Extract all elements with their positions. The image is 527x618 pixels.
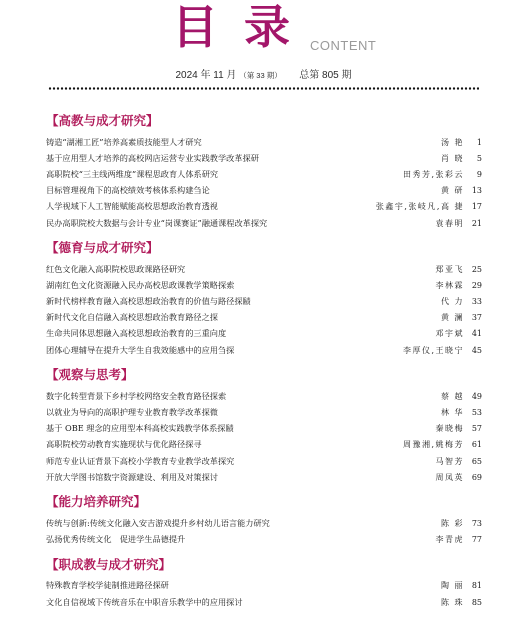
- entry-page: 9: [476, 169, 482, 179]
- entry-page: 49: [471, 391, 482, 401]
- entry-title: 新时代文化自信融入高校思想政治教育路径之探: [46, 312, 218, 323]
- toc-entry[interactable]: [46, 134, 482, 150]
- entry-author: 黄 澜: [440, 313, 464, 323]
- header: [0, 0, 527, 90]
- toc-entry[interactable]: [46, 421, 482, 437]
- table-of-contents: [46, 112, 482, 618]
- entry-title: 基于 OBE 理念的应用型本科高校实践教学体系探赜: [46, 423, 234, 434]
- toc-entry[interactable]: [46, 150, 482, 166]
- toc-entry[interactable]: [46, 437, 482, 453]
- entry-page: 5: [476, 153, 482, 163]
- section-moral-education: [46, 239, 482, 358]
- entry-title: 民办高职院校大数据与会计专业“岗课赛证”融通课程改革探究: [46, 217, 268, 228]
- entry-title: 铸造“湖湘工匠”培养高素质技能型人才研究: [46, 136, 202, 147]
- section-observation: [46, 366, 482, 485]
- entry-author: 张鑫宇,张岐凡,高 捷: [375, 202, 464, 212]
- toc-entry[interactable]: [46, 532, 482, 548]
- toc-entry[interactable]: [46, 310, 482, 326]
- entry-page: 17: [471, 202, 482, 212]
- entry-author: 李青虎: [435, 535, 464, 545]
- entry-title: 人学视域下人工智能赋能高校思想政治教育透视: [46, 201, 218, 212]
- entry-title: 高职院校劳动教育实施现状与优化路径探寻: [46, 439, 202, 450]
- issue-number: （第 33 期）: [239, 71, 282, 80]
- entry-title: 生命共同体思想融入高校思想政治教育的三重向度: [46, 328, 227, 339]
- entry-page: 57: [471, 424, 482, 434]
- entry-author: 代 力: [440, 297, 464, 307]
- toc-entry[interactable]: [46, 594, 482, 610]
- entry-title: 湖南红色文化资源融入民办高校思政课教学策略探索: [46, 279, 235, 290]
- toc-entry[interactable]: [46, 342, 482, 358]
- entry-author: 田秀芳,张彩云: [402, 169, 464, 179]
- entry-author: 邓宇斌: [435, 329, 464, 339]
- entry-title: 特殊教育学校学徒制推进路径探研: [46, 580, 169, 591]
- entry-title: 文化自信视域下传统音乐在中职音乐教学中的应用探讨: [46, 596, 243, 607]
- entry-title: 师范专业认证背景下高校小学教育专业教学改革探究: [46, 455, 235, 466]
- toc-entry[interactable]: [46, 404, 482, 420]
- entry-author: 蔡 越: [440, 391, 464, 401]
- section-title: 【德育与成才研究】: [46, 241, 159, 256]
- entry-page: 45: [471, 345, 482, 355]
- page-title-english: CONTENT: [310, 38, 377, 53]
- entry-page: 85: [471, 597, 482, 607]
- toc-entry[interactable]: [46, 166, 482, 182]
- section-title: 【能力培养研究】: [46, 495, 147, 510]
- toc-entry[interactable]: [46, 277, 482, 293]
- entry-page: 25: [471, 264, 482, 274]
- section-title: 【职成教与成才研究】: [46, 557, 172, 572]
- entry-page: 37: [471, 313, 482, 323]
- section-vocational-education: [46, 556, 482, 610]
- entry-author: 李林霖: [435, 280, 464, 290]
- entry-author: 黄 研: [440, 186, 464, 196]
- toc-entry[interactable]: [46, 388, 482, 404]
- toc-entry[interactable]: [46, 578, 482, 594]
- entry-author: 陈 彩: [440, 518, 464, 528]
- total-issue: 总第 805 期: [299, 70, 352, 81]
- entry-author: 陈 珠: [440, 597, 464, 607]
- entry-page: 21: [471, 218, 482, 228]
- entry-page: 65: [471, 456, 482, 466]
- entry-page: 29: [471, 280, 482, 290]
- page-title: 目录: [172, 0, 316, 54]
- entry-title: 新时代榜样教育融入高校思想政治教育的价值与路径探赜: [46, 296, 251, 307]
- toc-entry[interactable]: [46, 294, 482, 310]
- toc-entry[interactable]: [46, 199, 482, 215]
- section-higher-education: [46, 112, 482, 231]
- entry-author: 秦晓梅: [435, 424, 464, 434]
- toc-entry[interactable]: [46, 453, 482, 469]
- entry-author: 陶 丽: [440, 581, 464, 591]
- entry-title: 基于应用型人才培养的高校网店运营专业实践教学改革探研: [46, 152, 259, 163]
- entry-page: 73: [471, 518, 482, 528]
- issue-info: [0, 66, 527, 81]
- toc-entry[interactable]: [46, 261, 482, 277]
- entry-author: 肖 晓: [440, 153, 464, 163]
- entry-author: 周凤英: [435, 472, 464, 482]
- entry-page: 1: [476, 137, 482, 147]
- entry-page: 61: [471, 440, 482, 450]
- dotted-divider: [48, 87, 479, 90]
- entry-author: 林 华: [440, 408, 464, 418]
- entry-title: 数字化转型背景下乡村学校网络安全教育路径探索: [46, 390, 227, 401]
- toc-entry[interactable]: [46, 215, 482, 231]
- entry-page: 53: [471, 408, 482, 418]
- entry-title: 传统与创新:传统文化融入安吉游戏提升乡村幼儿语言能力研究: [46, 517, 270, 528]
- entry-title: 弘扬优秀传统文化 促进学生品德提升: [46, 534, 186, 545]
- entry-author: 汤 艳: [440, 137, 464, 147]
- entry-title: 以就业为导向的高职护理专业教育教学改革探微: [46, 407, 218, 418]
- entry-page: 77: [471, 535, 482, 545]
- section-ability-training: [46, 493, 482, 547]
- entry-title: 目标管理视角下的高校绩效考核体系构建刍论: [46, 185, 210, 196]
- entry-title: 高职院校“三主线两维度”课程思政育人体系研究: [46, 168, 219, 179]
- entry-author: 袁春明: [435, 218, 464, 228]
- entry-title: 红色文化融入高职院校思政课路径研究: [46, 263, 186, 274]
- issue-date: 2024 年 11 月: [175, 70, 237, 81]
- entry-page: 41: [471, 329, 482, 339]
- entry-title: 开放大学图书馆数字资源建设、利用及对策探讨: [46, 471, 218, 482]
- entry-page: 13: [471, 186, 482, 196]
- section-title: 【高教与成才研究】: [46, 114, 159, 128]
- toc-entry[interactable]: [46, 183, 482, 199]
- entry-title: 团体心理辅导在提升大学生自我效能感中的应用刍探: [46, 344, 235, 355]
- entry-author: 周豫湘,姚梅芳: [402, 440, 464, 450]
- entry-author: 马智芳: [435, 456, 464, 466]
- toc-entry[interactable]: [46, 515, 482, 531]
- entry-author: 郑亚飞: [435, 264, 464, 274]
- entry-page: 81: [471, 581, 482, 591]
- section-title: 【观察与思考】: [46, 368, 134, 383]
- entry-page: 33: [471, 297, 482, 307]
- toc-entry[interactable]: [46, 469, 482, 485]
- entry-page: 69: [471, 472, 482, 482]
- toc-entry[interactable]: [46, 326, 482, 342]
- entry-author: 李厚仪,王晓宁: [402, 345, 464, 355]
